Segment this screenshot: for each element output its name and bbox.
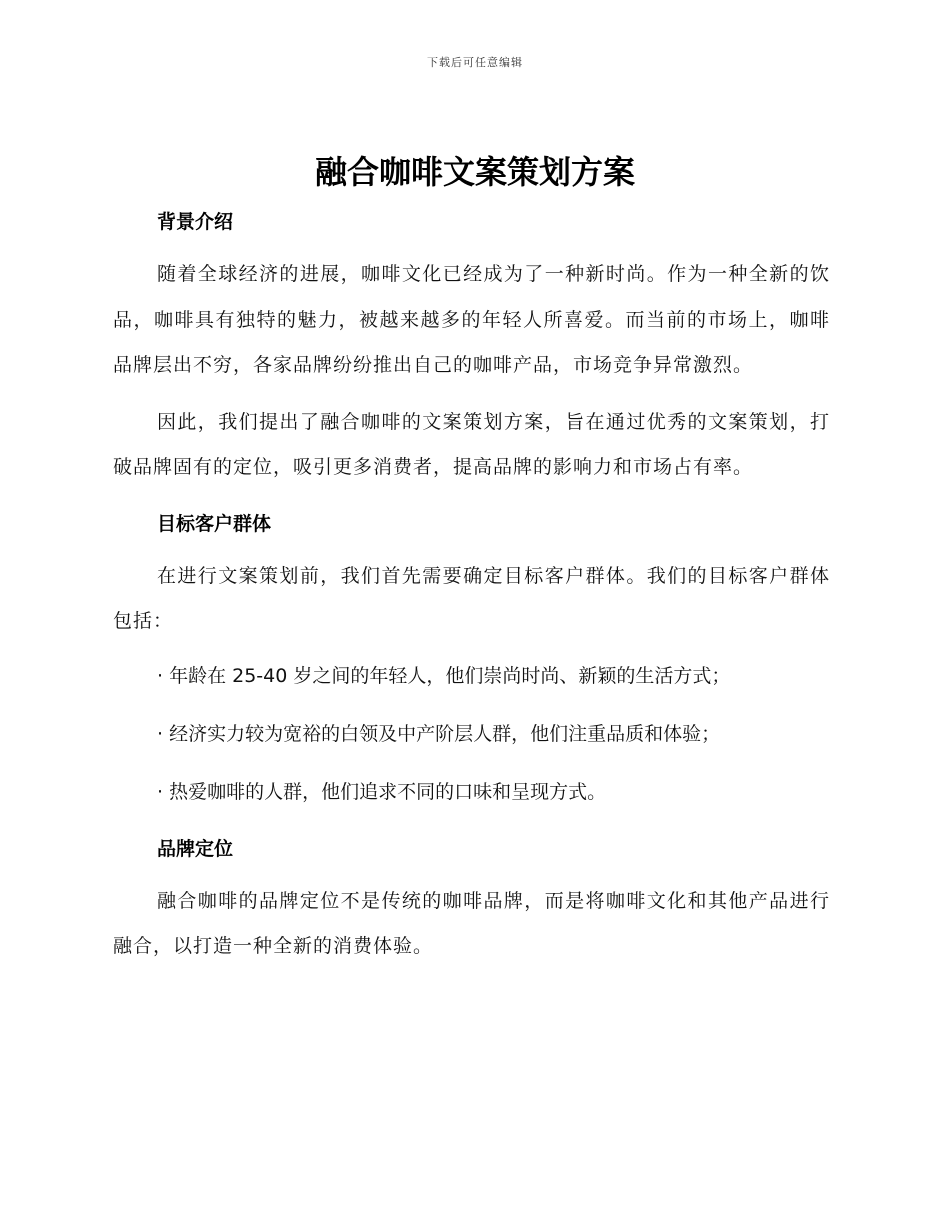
section-heading-target: 目标客户群体 <box>157 512 272 535</box>
background-paragraph-1: 随着全球经济的进展，咖啡文化已经成为了一种新时尚。作为一种全新的饮品，咖啡具有独特的魅力，被越来越多的年轻人所喜爱。而当前的市场上，咖啡品牌层出不穷，各家品牌纷纷推出自己的咖啡产品，市场竞争异常激烈。 <box>113 263 830 376</box>
page-header-note: 下载后可任意编辑 <box>427 56 523 69</box>
target-bullet-1: · 年龄在 25-40 岁之间的年轻人，他们崇尚时尚、新颖的生活方式； <box>157 664 731 687</box>
document-body <box>113 203 830 970</box>
background-paragraph-2: 因此，我们提出了融合咖啡的文案策划方案，旨在通过优秀的文案策划，打破品牌固有的定位，吸引更多消费者，提高品牌的影响力和市场占有率。 <box>113 410 830 478</box>
section-heading-positioning: 品牌定位 <box>157 837 234 860</box>
positioning-paragraph-1: 融合咖啡的品牌定位不是传统的咖啡品牌，而是将咖啡文化和其他产品进行融合，以打造一种全新的消费体验。 <box>113 889 830 957</box>
document-title: 融合咖啡文案策划方案 <box>314 153 635 191</box>
target-bullet-3: · 热爱咖啡的人群，他们追求不同的口味和呈现方式。 <box>157 780 607 803</box>
target-paragraph-1: 在进行文案策划前，我们首先需要确定目标客户群体。我们的目标客户群体包括： <box>113 564 830 632</box>
section-heading-background: 背景介绍 <box>157 211 234 233</box>
target-bullet-2: · 经济实力较为宽裕的白领及中产阶层人群，他们注重品质和体验； <box>157 722 721 745</box>
